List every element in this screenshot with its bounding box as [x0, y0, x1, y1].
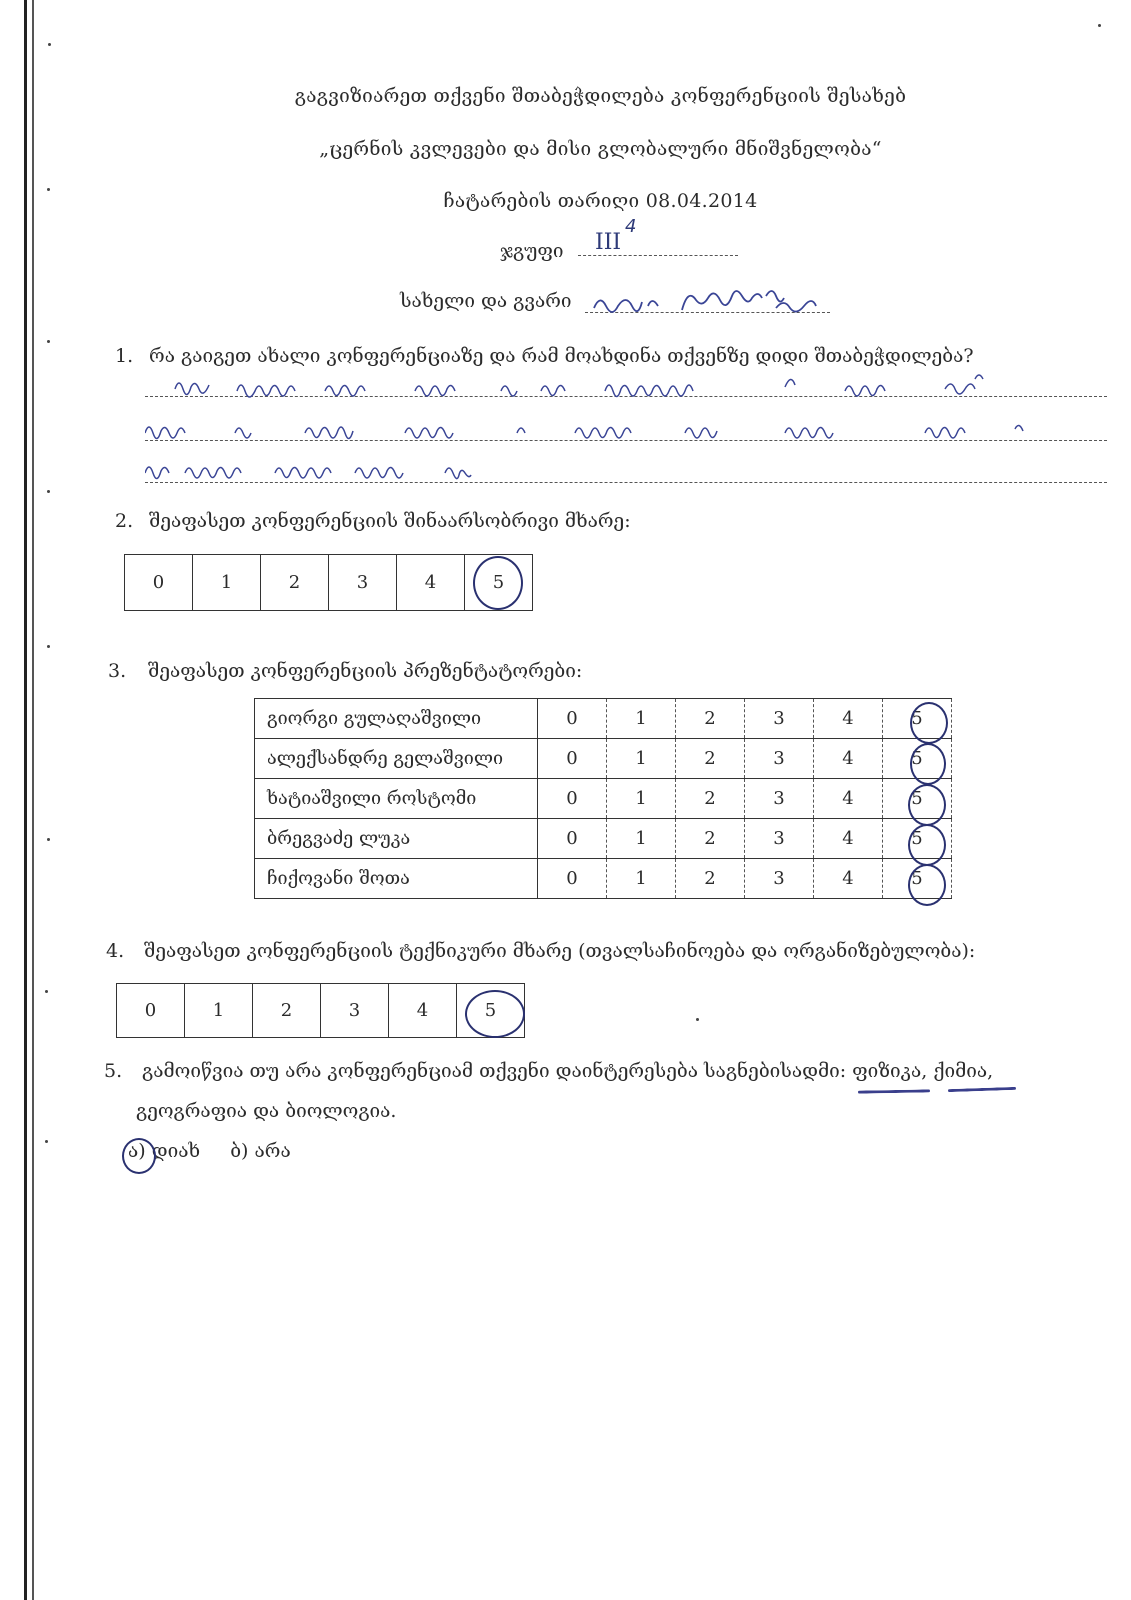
rating-option-0[interactable]: 0	[117, 984, 185, 1038]
presenters-rating-table	[254, 698, 952, 899]
rating-option-5[interactable]: 5	[457, 984, 525, 1038]
selection-circle	[908, 864, 946, 906]
rating-option-2[interactable]: 2	[253, 984, 321, 1038]
name-field	[400, 290, 572, 312]
scan-speck	[45, 1140, 48, 1143]
conference-title: „ცერნის კვლევები და მისი გლობალური მნიშვნელობა“	[319, 138, 882, 160]
score-option[interactable]: 1	[607, 739, 676, 779]
score-option[interactable]: 0	[538, 779, 607, 819]
score-option[interactable]: 1	[607, 699, 676, 739]
score-option[interactable]: 0	[538, 739, 607, 779]
presenter-name: ჩიქოვანი შოთა	[255, 859, 538, 899]
presenter-row	[255, 699, 952, 739]
question-number: 3.	[108, 660, 127, 682]
score-option[interactable]: 4	[814, 779, 883, 819]
question-5-text: გამოიწვია თუ არა კონფერენციამ თქვენი დაინტერესება საგნებისადმი: ფიზიკა, ქიმია,	[142, 1060, 994, 1082]
score-option[interactable]: 5	[883, 819, 952, 859]
selection-circle	[908, 784, 946, 826]
group-superscript: 4	[625, 216, 637, 237]
score-option[interactable]: 2	[676, 819, 745, 859]
rating-option-4[interactable]: 4	[389, 984, 457, 1038]
score-option[interactable]: 1	[607, 819, 676, 859]
score-option[interactable]: 1	[607, 779, 676, 819]
question-number: 2.	[115, 510, 134, 532]
score-option[interactable]: 5	[883, 699, 952, 739]
name-label: სახელი და გვარი	[400, 290, 572, 312]
question-5-continued: გეოგრაფია და ბიოლოგია.	[136, 1100, 397, 1122]
option-a-label[interactable]: დიახ	[151, 1140, 201, 1162]
score-option[interactable]: 4	[814, 739, 883, 779]
question-5	[104, 1060, 993, 1082]
presenter-name: ბრეგვაძე ლუკა	[255, 819, 538, 859]
score-option[interactable]: 5	[883, 779, 952, 819]
score-option[interactable]: 3	[745, 859, 814, 899]
score-option[interactable]: 3	[745, 699, 814, 739]
group-line	[578, 255, 738, 256]
rating-option-0[interactable]: 0	[125, 555, 193, 611]
group-value: III	[595, 230, 622, 255]
underline-mark	[948, 1087, 1016, 1092]
scan-speck	[47, 340, 50, 343]
question-number: 5.	[104, 1060, 123, 1082]
score-option[interactable]: 2	[676, 779, 745, 819]
handwritten-name-signature	[590, 286, 830, 322]
rating-option-2[interactable]: 2	[261, 555, 329, 611]
question-3-text: შეაფასეთ კონფერენციის პრეზენტატორები:	[148, 660, 583, 682]
selection-circle	[908, 824, 946, 866]
selection-circle	[465, 990, 525, 1038]
score-option[interactable]: 4	[814, 859, 883, 899]
score-option[interactable]: 3	[745, 779, 814, 819]
presenter-row	[255, 779, 952, 819]
rating-option-5[interactable]: 5	[465, 555, 533, 611]
score-option[interactable]: 2	[676, 739, 745, 779]
selection-circle	[122, 1138, 156, 1174]
score-option[interactable]: 0	[538, 819, 607, 859]
score-option[interactable]: 4	[814, 819, 883, 859]
scan-speck	[47, 645, 50, 648]
presenter-row	[255, 739, 952, 779]
score-option[interactable]: 0	[538, 699, 607, 739]
score-option[interactable]: 3	[745, 739, 814, 779]
rating-option-1[interactable]: 1	[185, 984, 253, 1038]
underline-mark	[858, 1089, 930, 1093]
binding-edge	[24, 0, 27, 1600]
score-option[interactable]: 0	[538, 859, 607, 899]
score-option[interactable]: 2	[676, 859, 745, 899]
question-2	[115, 510, 631, 532]
score-option[interactable]: 3	[745, 819, 814, 859]
score-option[interactable]: 4	[814, 699, 883, 739]
selection-circle	[910, 743, 946, 785]
question-2-text: შეაფასეთ კონფერენციის შინაარსობრივი მხარე:	[149, 510, 631, 532]
option-a-letter[interactable]: ა)	[128, 1140, 146, 1162]
question-4-text: შეაფასეთ კონფერენციის ტექნიკური მხარე (თვალსაჩინოება და ორგანიზებულობა):	[144, 940, 976, 962]
scan-speck	[1098, 24, 1101, 27]
presenter-row	[255, 859, 952, 899]
score-option[interactable]: 5	[883, 739, 952, 779]
rating-option-4[interactable]: 4	[397, 555, 465, 611]
scan-speck	[696, 1018, 699, 1021]
conference-date: ჩატარების თარიღი 08.04.2014	[443, 190, 758, 212]
question-4	[106, 940, 975, 962]
question-1	[115, 345, 974, 367]
scan-speck	[48, 43, 51, 46]
group-field	[500, 240, 564, 262]
presenter-name: ხატიაშვილი როსტომი	[255, 779, 538, 819]
technical-rating-scale	[116, 983, 525, 1038]
group-label: ჯგუფი	[500, 240, 564, 262]
selection-circle	[473, 556, 523, 610]
binding-edge-inner	[32, 0, 34, 1600]
rating-option-1[interactable]: 1	[193, 555, 261, 611]
question-3	[108, 660, 582, 682]
score-option[interactable]: 2	[676, 699, 745, 739]
survey-title: გაგვიზიარეთ თქვენი შთაბეჭდილება კონფერენციის შესახებ	[294, 85, 907, 107]
rating-option-3[interactable]: 3	[321, 984, 389, 1038]
scan-speck	[47, 490, 50, 493]
content-rating-scale	[124, 554, 533, 611]
presenter-name: გიორგი გულაღაშვილი	[255, 699, 538, 739]
option-b-label[interactable]: არა	[254, 1140, 291, 1162]
option-b-letter[interactable]: ბ)	[230, 1140, 249, 1162]
selection-circle	[910, 702, 948, 744]
handwritten-answer-1	[145, 365, 1105, 490]
presenter-row	[255, 819, 952, 859]
presenter-name: ალექსანდრე გელაშვილი	[255, 739, 538, 779]
rating-option-3[interactable]: 3	[329, 555, 397, 611]
scan-speck	[47, 838, 50, 841]
score-option[interactable]: 1	[607, 859, 676, 899]
question-number: 1.	[115, 345, 134, 367]
scan-speck	[45, 990, 48, 993]
score-option[interactable]: 5	[883, 859, 952, 899]
question-number: 4.	[106, 940, 125, 962]
question-1-text: რა გაიგეთ ახალი კონფერენციაზე და რამ მოახდინა თქვენზე დიდი შთაბეჭდილება?	[149, 345, 974, 367]
